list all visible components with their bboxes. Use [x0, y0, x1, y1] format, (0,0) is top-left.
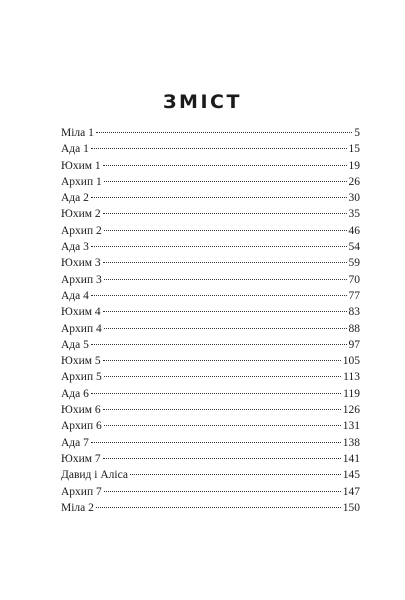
toc-entry-label: Архип 2 — [61, 224, 102, 237]
toc-entry — [61, 272, 360, 288]
toc-entry-label: Архип 6 — [61, 420, 102, 433]
toc-entry — [61, 402, 360, 418]
dot-leader — [104, 328, 347, 329]
toc-entry-label: Ада 3 — [61, 241, 89, 254]
toc-entry — [61, 353, 360, 369]
toc-entry — [61, 386, 360, 402]
toc-entry-page-number: 19 — [348, 159, 360, 172]
toc-title: ЗМІСТ — [163, 91, 242, 113]
dot-leader — [96, 507, 341, 508]
toc-entry — [61, 239, 360, 255]
toc-entry — [61, 206, 360, 222]
dot-leader — [96, 132, 352, 133]
toc-entry-label: Ада 4 — [61, 289, 89, 302]
toc-entry-label: Юхим 7 — [61, 452, 101, 465]
toc-entry — [61, 255, 360, 271]
toc-entry-page-number: 59 — [348, 257, 360, 270]
dot-leader — [103, 409, 341, 410]
toc-entry — [61, 451, 360, 467]
dot-leader — [104, 425, 341, 426]
dot-leader — [104, 230, 347, 231]
toc-entry — [61, 223, 360, 239]
toc-entry-page-number: 131 — [342, 420, 360, 433]
toc-entry-page-number: 30 — [348, 192, 360, 205]
toc-entry-label: Ада 5 — [61, 338, 89, 351]
dot-leader — [104, 491, 341, 492]
toc-entry-label: Юхим 2 — [61, 208, 101, 221]
toc-entry-page-number: 145 — [342, 469, 360, 482]
toc-entry-page-number: 5 — [354, 127, 360, 139]
toc-entry-label: Архип 3 — [61, 273, 102, 286]
dot-leader — [104, 376, 341, 377]
dot-leader — [104, 279, 347, 280]
toc-entry-page-number: 141 — [342, 452, 360, 465]
dot-leader — [91, 197, 347, 198]
toc-entry-label: Юхим 4 — [61, 306, 101, 319]
dot-leader — [103, 213, 347, 214]
toc-entry-label: Архип 1 — [61, 175, 102, 188]
toc-entry — [61, 158, 360, 174]
toc-entry-label: Архип 4 — [61, 322, 102, 335]
toc-entry-page-number: 105 — [342, 355, 360, 368]
toc-entry — [61, 190, 360, 206]
dot-leader — [91, 148, 347, 149]
toc-entry — [61, 484, 360, 500]
toc-entry-label: Юхим 1 — [61, 159, 101, 172]
toc-entry-label: Міла 2 — [61, 501, 94, 514]
toc-entry-page-number: 147 — [342, 485, 360, 498]
dot-leader — [91, 295, 347, 296]
toc-entry-label: Міла 1 — [61, 127, 94, 139]
toc-entry-label: Архип 5 — [61, 371, 102, 384]
toc-entry-label: Юхим 5 — [61, 355, 101, 368]
toc-entry-page-number: 88 — [348, 322, 360, 335]
toc-entry-label: Юхим 3 — [61, 257, 101, 270]
toc-entry-label: Архип 7 — [61, 485, 102, 498]
toc-entry — [61, 467, 360, 483]
toc-entry-page-number: 150 — [342, 501, 360, 514]
dot-leader — [91, 246, 347, 247]
toc-entry — [61, 435, 360, 451]
toc-entry — [61, 369, 360, 385]
toc-entry-page-number: 15 — [348, 143, 360, 156]
dot-leader — [103, 458, 341, 459]
toc-entry-label: Давид і Аліса — [61, 469, 128, 482]
toc-entry-label: Ада 6 — [61, 387, 89, 400]
dot-leader — [91, 442, 341, 443]
dot-leader — [103, 311, 347, 312]
toc-entry — [61, 304, 360, 320]
toc-entry-label: Юхим 6 — [61, 404, 101, 417]
toc-entry-label: Ада 1 — [61, 143, 89, 156]
dot-leader — [104, 181, 347, 182]
dot-leader — [130, 474, 341, 475]
toc-entry-page-number: 119 — [343, 387, 360, 400]
dot-leader — [91, 393, 341, 394]
toc-entry-page-number: 54 — [348, 241, 360, 254]
toc-entry — [61, 288, 360, 304]
toc-entry-page-number: 46 — [348, 224, 360, 237]
dot-leader — [103, 360, 341, 361]
toc-entry-label: Ада 2 — [61, 192, 89, 205]
toc-entry-page-number: 26 — [348, 175, 360, 188]
toc-entry-page-number: 83 — [348, 306, 360, 319]
toc-entry — [61, 174, 360, 190]
toc-entry-page-number: 35 — [348, 208, 360, 221]
toc-entry-page-number: 138 — [342, 436, 360, 449]
toc-entry-page-number: 77 — [348, 289, 360, 302]
toc-entry-page-number: 70 — [348, 273, 360, 286]
toc-entry-label: Ада 7 — [61, 436, 89, 449]
dot-leader — [91, 344, 347, 345]
toc-entry — [61, 321, 360, 337]
dot-leader — [103, 165, 347, 166]
toc-list — [61, 125, 360, 516]
toc-entry — [61, 141, 360, 157]
toc-entry — [61, 125, 360, 141]
toc-entry — [61, 418, 360, 434]
dot-leader — [103, 262, 347, 263]
toc-entry-page-number: 126 — [342, 404, 360, 417]
toc-entry-page-number: 97 — [348, 338, 360, 351]
toc-entry-page-number: 113 — [343, 371, 360, 384]
toc-entry — [61, 337, 360, 353]
toc-entry — [61, 500, 360, 516]
